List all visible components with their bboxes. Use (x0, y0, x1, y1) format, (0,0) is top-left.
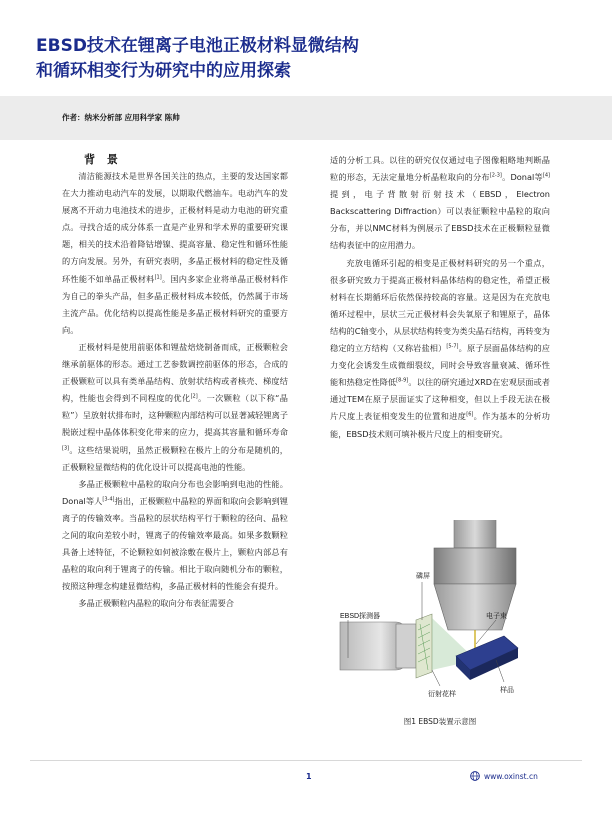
paragraph: 多晶正极颗粒中晶粒的取向分布也会影响到电池的性能。Donal等人[3-4]指出，正极颗粒中晶粒的界面和取向会影响到锂离子的传输效率。当晶粒的层状结构平行于颗粒的径向、晶粒之间的取向差较小时，锂离子的传输效率最高。如果多数颗粒具备上述特征，不论颗粒如何被涂敷在极片上，颗粒内部总有晶粒的取向利于锂离子的传输。相比于取向随机分布的颗粒，按照这种理念构建显微结构，多晶正极材料的性能会有提升。 (62, 478, 288, 592)
paragraph: 多晶正极颗粒内晶粒的取向分布表征需要合 (78, 598, 234, 609)
footer-divider (30, 760, 582, 761)
left-column (62, 152, 288, 612)
right-column (330, 152, 550, 443)
title-line-1: EBSD技术在锂离子电池正极材料显微结构 (36, 36, 359, 56)
page-title (36, 34, 576, 84)
column-body (434, 548, 516, 584)
figure-caption: 图1 EBSD装置示意图 (403, 717, 477, 726)
ebsd-diagram (336, 520, 556, 708)
paragraph: 充放电循环引起的相变是正极材料研究的另一个重点，很多研究致力于提高正极材料晶体结构的稳定性，希望正极材料在长期循环后依然保持较高的容量。这是因为在充放电循环过程中，层状三元正极材料会失氧原子和锂原子，晶体结构的C轴变小，从层状结构转变为类尖晶石结构，再转变为稳定的立方结构（又称岩盐相）[5-7]。原子层面晶体结构的应力变化会诱发生成微细裂纹，同时会导致容量衰减、循环性能和热稳定性降低[8-9]。以往的研究通过XRD在宏观层面或者通过TEM在原子层面证实了这种相变，但以上手段无法在极片尺度上表征相变发生的位置和进度[6]。作为基本的分析功能，EBSD技术则可填补极片尺度上的相变研究。 (330, 257, 550, 439)
website-text: www.oxinst.cn (484, 771, 538, 781)
page-number: 1 (306, 772, 312, 781)
label-pattern: 衍射花样 (428, 691, 456, 698)
ebsd-setup-figure (336, 520, 556, 708)
label-detector: EBSD探测器 (340, 613, 381, 620)
label-beam: 电子束 (486, 613, 507, 620)
section-heading: 背 景 (84, 153, 122, 166)
paragraph: 清洁能源技术是世界各国关注的热点，主要的发达国家都在大力推动电动汽车的发展，以期取代燃油车。电动汽车的发展离不开动力电池技术的进步，正极材料是动力电池的研究重点。寻找合适的成分体系一直是产业界和学术界的重要研究课题，相关的技术沿着降钴增镍、提高容量、稳定性和循环性能的方向发展。另外，有研究表明，多晶正极材料的稳定性及循环性能不如单晶正极材料[1]。国内多家企业将单晶正极材料作为自己的拳头产品，但多晶正极材料成本较低，仍然属于市场主流产品。优化结构以提高性能是多晶正极材料研究的重要方向。 (62, 171, 288, 335)
column-cone (434, 584, 516, 630)
globe-icon (470, 771, 480, 781)
title-line-2: 和循环相变行为研究中的应用探索 (36, 61, 291, 81)
website-link[interactable] (470, 771, 538, 781)
label-sample: 样品 (500, 687, 514, 694)
label-screen: 磷屏 (416, 573, 430, 580)
paragraph: 正极材料是使用前驱体和锂盐焙烧制备而成，正极颗粒会继承前驱体的形态。通过工艺参数调控前驱体的形态，合成的正极颗粒可以具有类单晶结构、放射状结构或者核壳、梯度结构，性能也会得到不同程度的优化[2]。一次颗粒（以下称“晶粒”）呈放射状排布时，这种颗粒内部结构可以显著减轻锂离子脱嵌过程中晶体体积变化带来的应力，提高其容量和循环寿命[3]。这些结果说明，虽然正极颗粒在极片上的分布是随机的，正极颗粒显微结构的优化设计可以提高电池的性能。 (62, 341, 288, 472)
author-line: 作者：纳米分析部 应用科学家 陈帅 (62, 113, 180, 122)
paragraph: 适的分析工具。以往的研究仅仅通过电子图像粗略地判断晶粒的形态，无法定量地分析晶粒取向的分布[2-3]。Donal等[4]提到，电子背散射衍射技术（EBSD，Electron Backscattering Diffraction）可以表征颗粒中晶粒的取向分布，并以NMC材料为例展示了EBSD技术在正极颗粒显微结构表征中的应用潜力。 (330, 155, 550, 251)
column-top (454, 520, 496, 548)
